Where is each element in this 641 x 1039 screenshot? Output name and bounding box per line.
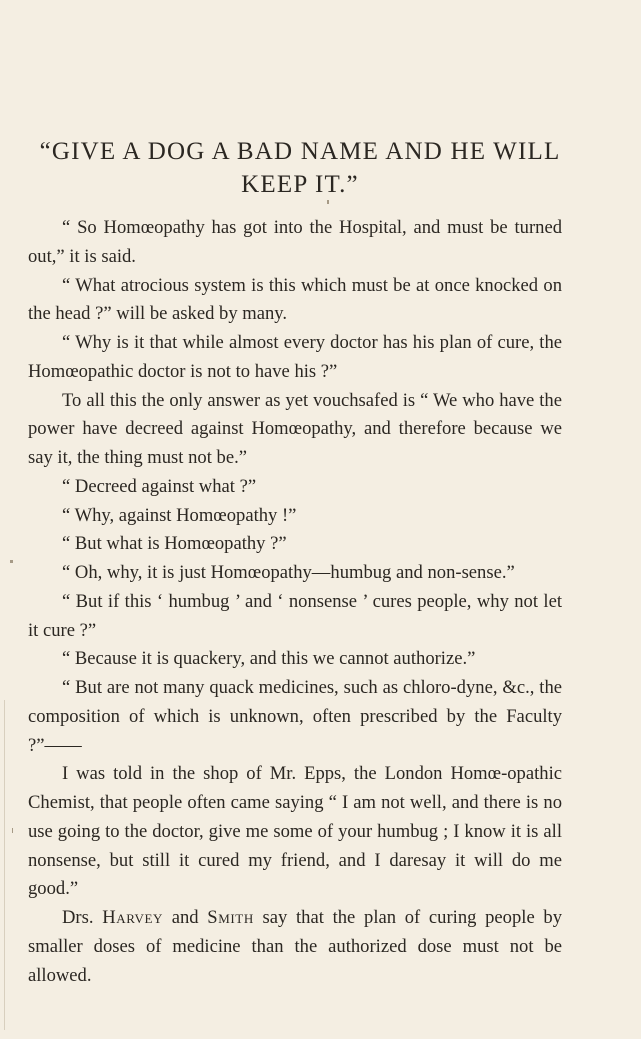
paragraph: “ What atrocious system is this which must be at once knocked on the head ?” will be asked by many. xyxy=(28,274,562,325)
paragraph: “ Decreed against what ?” xyxy=(62,475,257,497)
paragraph: “ Why is it that while almost every doctor has his plan of cure, the Homœopathic doctor is not to have his ?” xyxy=(28,332,562,382)
text-run: and xyxy=(162,907,208,928)
print-speck xyxy=(327,200,329,204)
paragraph-last xyxy=(28,904,562,990)
paragraph: “ But if this ‘ humbug ’ and ‘ nonsense ’ cures people, why not let it cure ?” xyxy=(28,590,562,641)
paragraph: “ But what is Homœopathy ?” xyxy=(62,533,287,555)
author-name-harvey: Harvey xyxy=(102,907,163,928)
paragraph: “ Why, against Homœopathy !” xyxy=(62,504,297,526)
paragraph: “ But are not many quack medicines, such as chloro-dyne, &c., the composition of which is unknown, often prescribed by the Faculty ?”—— xyxy=(28,677,562,756)
paragraph: “ Because it is quackery, and this we cannot authorize.” xyxy=(62,648,476,670)
chapter-title-line-1: “GIVE A DOG A BAD NAME AND HE WILL xyxy=(39,138,561,165)
body-text xyxy=(28,214,562,990)
author-name-smith: Smith xyxy=(207,907,254,928)
text-run: Drs. xyxy=(62,907,103,928)
print-speck xyxy=(12,828,13,833)
paragraph: “ Oh, why, it is just Homœopathy—humbug and non-sense.” xyxy=(62,562,515,583)
paragraph: “ So Homœopathy has got into the Hospital, and must be turned out,” it is said. xyxy=(28,217,562,267)
page-edge-shadow xyxy=(4,700,5,1030)
text-run: say that the plan of curing people by smaller doses of medicine than the authorized dose must not be allowed. xyxy=(28,907,562,986)
chapter-title-line-2: KEEP IT.” xyxy=(241,171,359,198)
paragraph: To all this the only answer as yet vouchsafed is “ We who have the power have decreed against Homœopathy, and therefore because we say it, the thing must not be.” xyxy=(28,389,562,468)
print-speck xyxy=(10,560,13,563)
paragraph: I was told in the shop of Mr. Epps, the London Homœ-opathic Chemist, that people often came saying “ I am not well, and there is no use going to the doctor, give me some of your humbug ; I know it is all nonsense, but still it cured my friend, and I daresay it will do me good.” xyxy=(28,763,562,900)
